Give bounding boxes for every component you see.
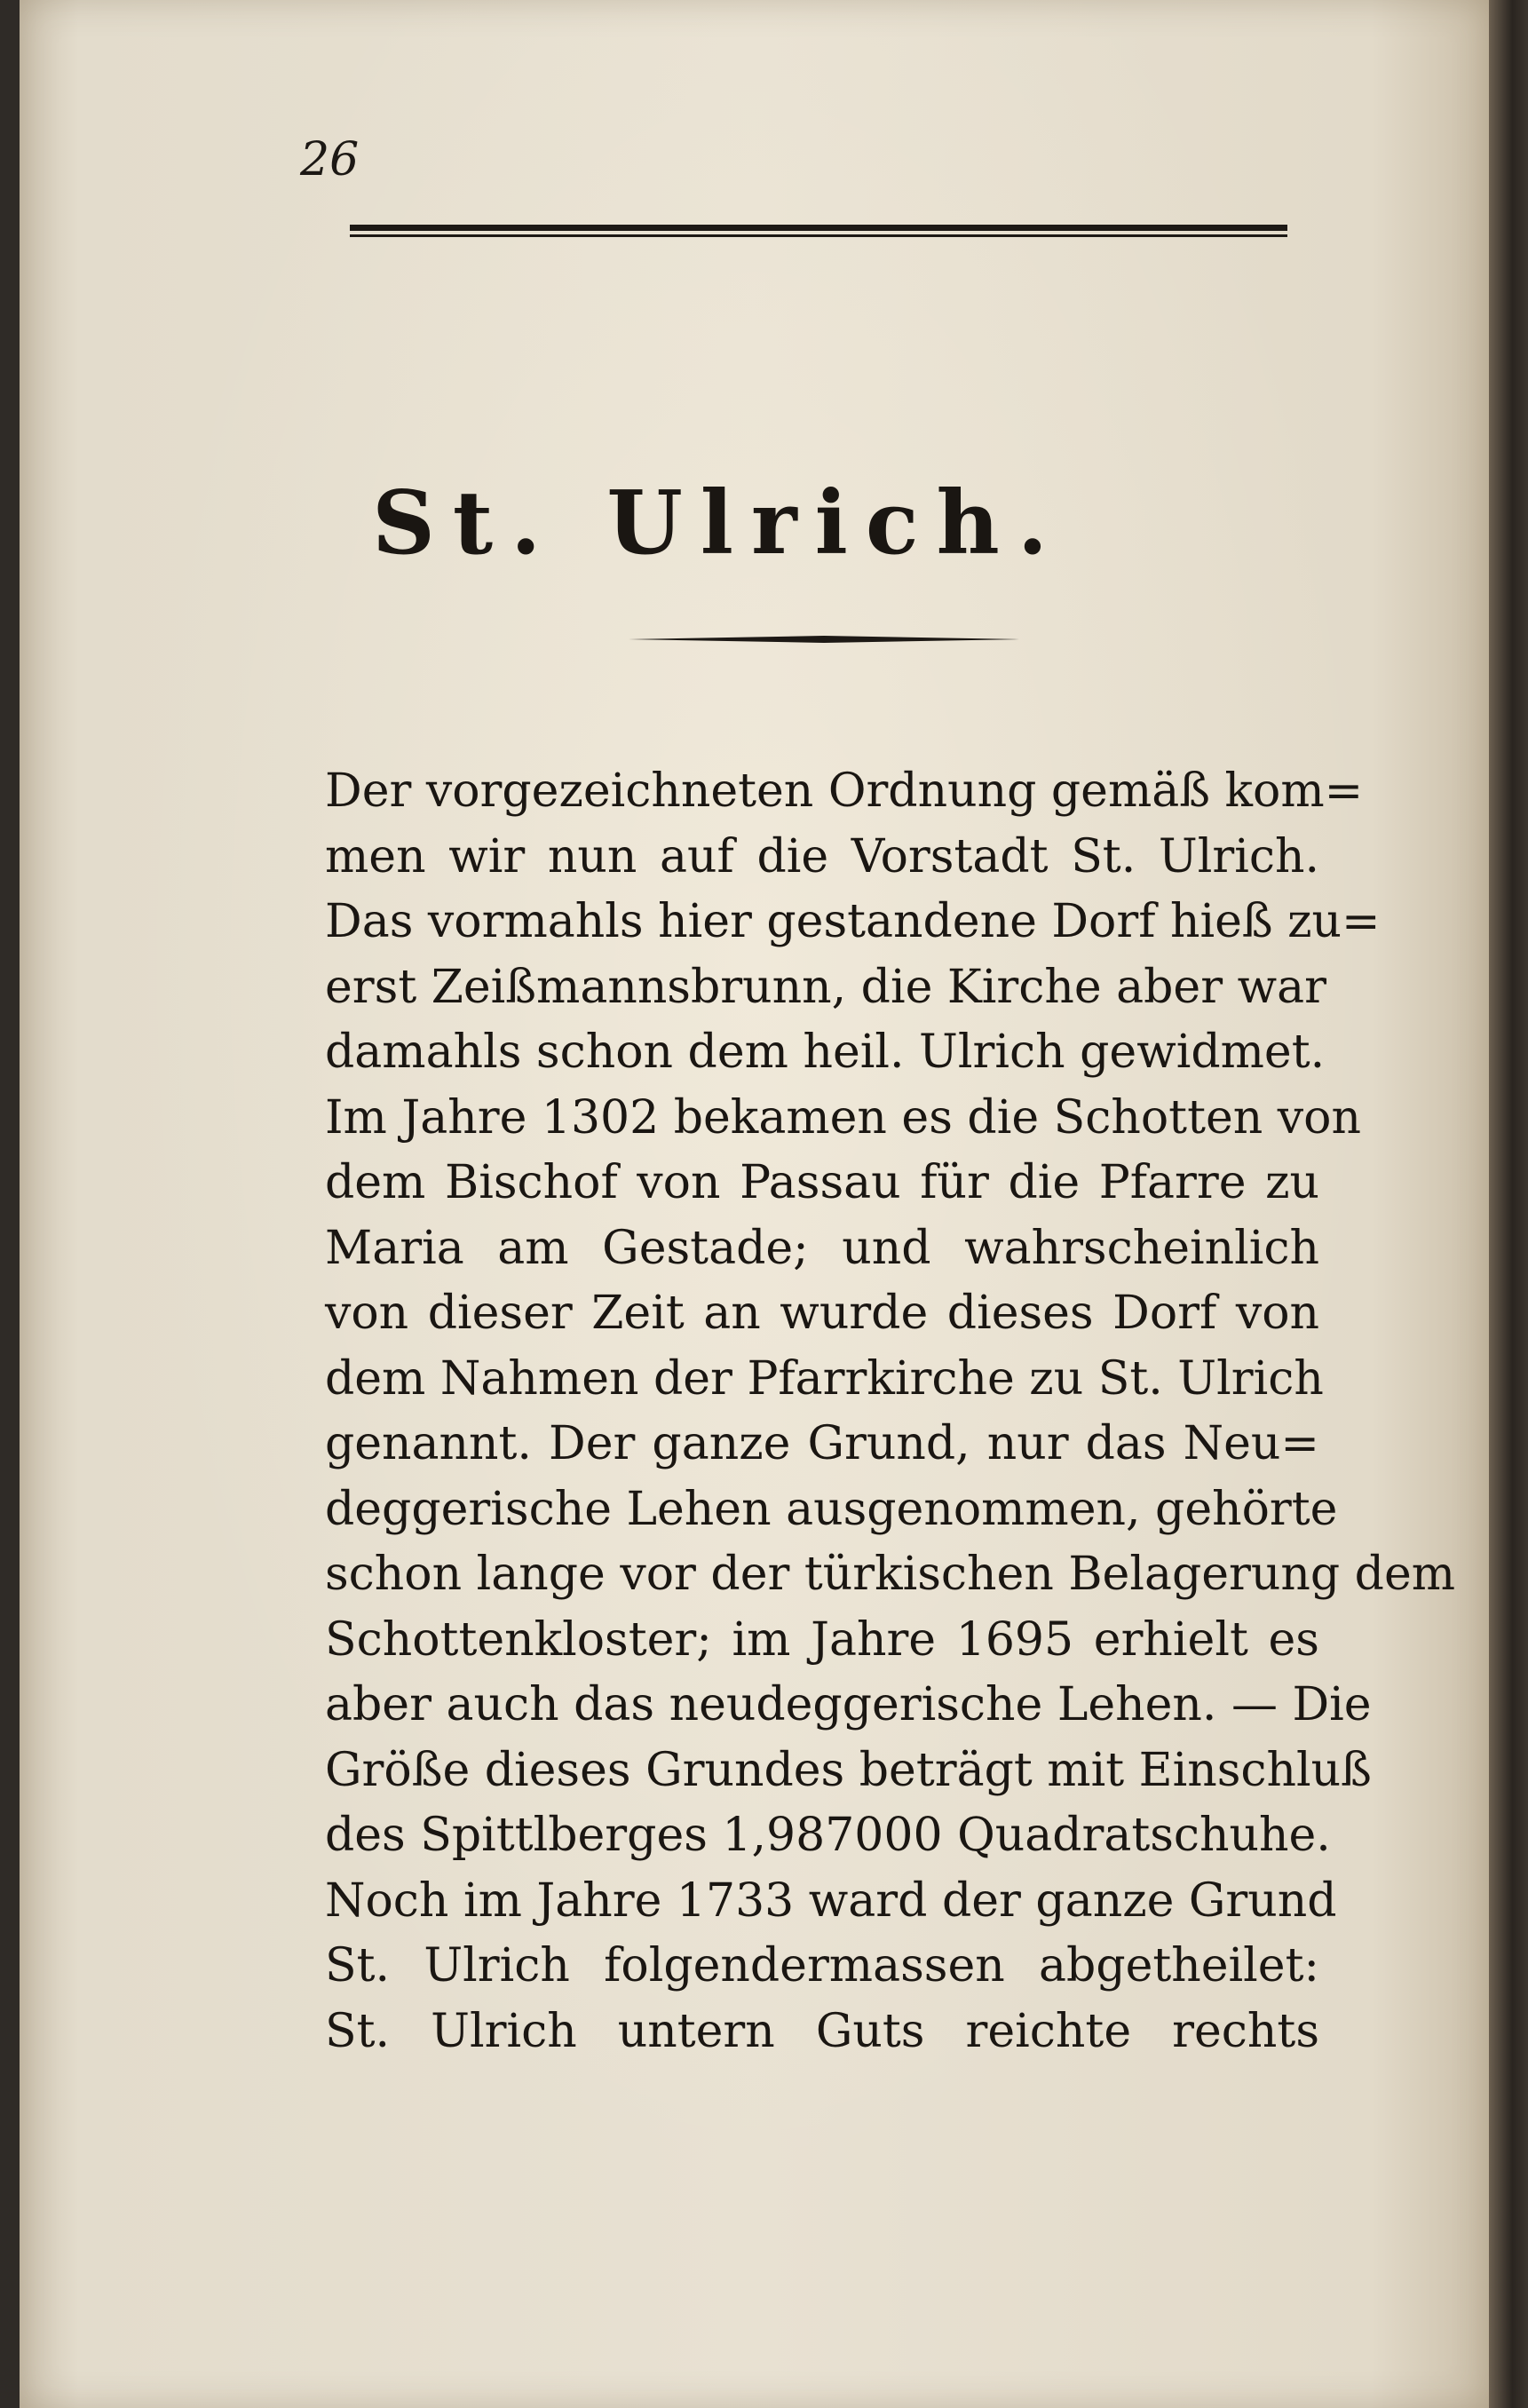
text-line-18: Noch im Jahre 1733 ward der ganze Grund [325,1873,1337,1928]
text-line-15: aber auch das neudeggerische Lehen. — Die [325,1678,1372,1731]
book-edge [1489,0,1528,2408]
text-line-9: von dieser Zeit an wurde dieses Dorf von [325,1287,1319,1340]
header-rule [350,225,1287,237]
page-number: 26 [300,133,360,186]
text-line-11: genannt. Der ganze Grund, nur das Neu= [325,1417,1319,1470]
text-line-7: dem Bischof von Passau für die Pfarre zu [325,1156,1319,1209]
text-line-3: Das vormahls hier gestandene Dorf hieß zu= [325,895,1381,948]
text-line-4: erst Zeißmannsbrunn, die Kirche aber war [325,960,1326,1014]
text-line-16: Größe dieses Grundes beträgt mit Einschluß [325,1743,1372,1797]
text-line-8: Maria am Gestade; und wahrscheinlich [325,1221,1319,1275]
text-line-10: dem Nahmen der Pfarrkirche zu St. Ulrich [325,1351,1324,1406]
text-line-19: St. Ulrich folgendermassen abgetheilet: [325,1939,1319,1992]
text-line-5: damahls schon dem heil. Ulrich gewidmet. [325,1026,1326,1079]
ornament-rule-shape [629,636,1019,643]
text-line-2: men wir nun auf die Vorstadt St. Ulrich. [325,829,1319,883]
text-line-13: schon lange vor der türkischen Belagerung dem [325,1548,1456,1601]
text-line-12: deggerische Lehen ausgenommen, gehörte [325,1482,1338,1536]
ornament-rule [629,636,1019,641]
text-line-17: des Spittlberges 1,987000 Quadratschuhe. [325,1809,1331,1862]
paper-page [20,0,1489,2408]
chapter-heading: St. Ulrich. [372,472,1065,574]
text-line-14: Schottenkloster; im Jahre 1695 erhielt es [325,1612,1319,1667]
text-line-6: Im Jahre 1302 bekamen es die Schotten von [325,1090,1361,1145]
text-line-20: St. Ulrich untern Guts reichte rechts [325,2004,1319,2058]
text-line-1: Der vorgezeichneten Ordnung gemäß kom= [325,764,1364,818]
body-paragraph [325,759,1456,2064]
